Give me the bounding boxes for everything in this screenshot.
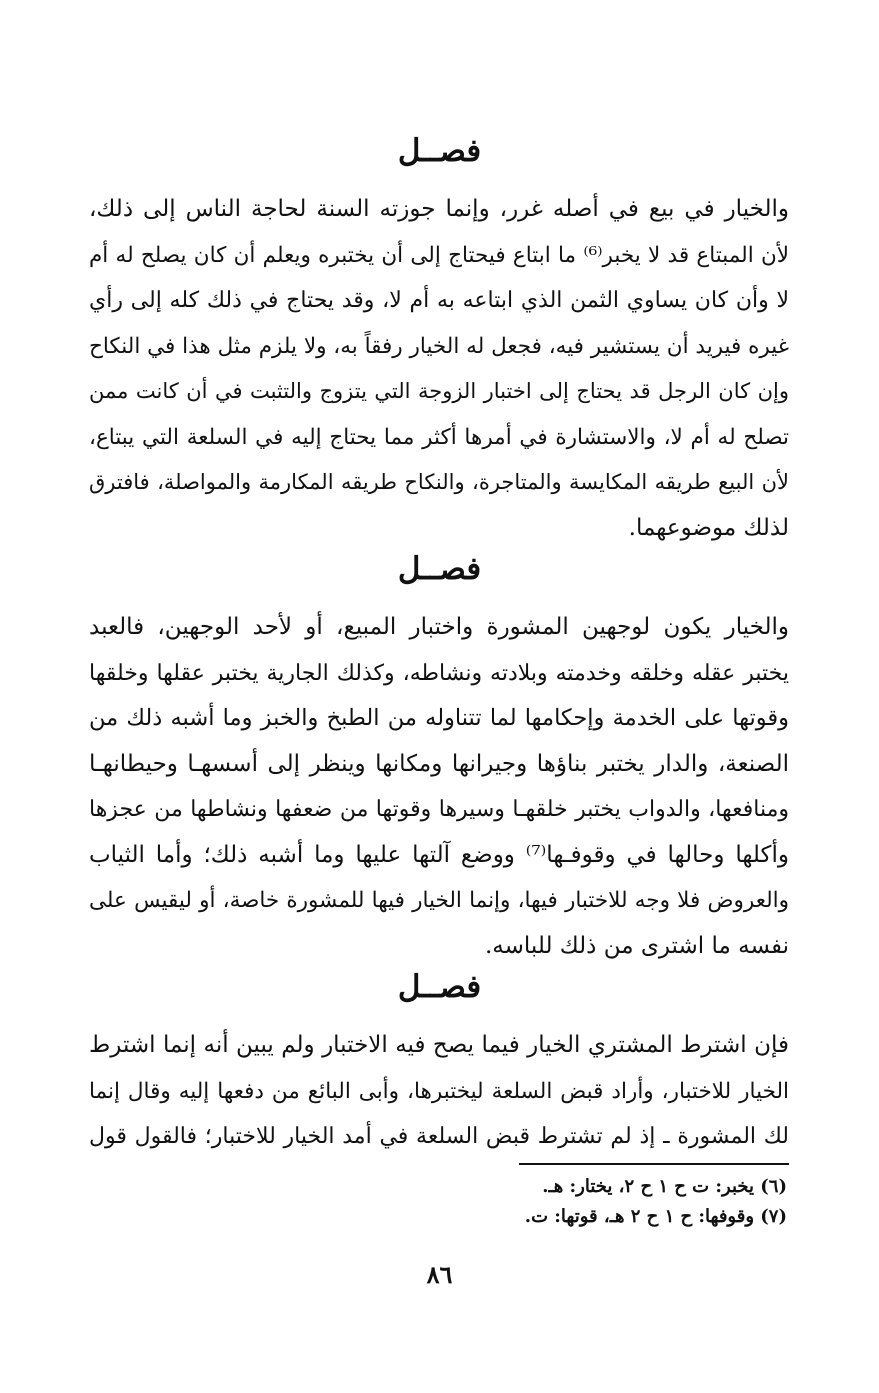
page-number: ٨٦ — [426, 1260, 453, 1289]
text-line: وقوتها على الخدمة وإحكامها لما تتناوله من الطبخ والخبز وما أشبه ذلك من — [89, 705, 789, 731]
text-line: لأن البيع طريقه المكايسة والمتاجرة، والنكاح طريقه المكارمة والمواصلة، فافترق — [89, 470, 789, 494]
text-line: ومنافعها، والدواب يختبر خلقهـا وسيرها وقوتها من ضعفها ونشاطها من عجزها — [89, 797, 789, 822]
section-3-paragraph — [89, 1023, 789, 1160]
section-heading-1: فصــل — [397, 133, 482, 169]
text-line: تصلح له أم لا، والاستشارة في أمرها أكثر مما يحتاج إليه في السلعة التي يبتاع، — [89, 424, 789, 450]
text-line: لك المشورة ـ إذ لم تشترط قبض السلعة في أمد الخيار للاختبار؛ فالقول قول — [89, 1124, 789, 1149]
text-line: لا وأن كان يساوي الثمن الذي ابتاعه به أم لا، وقد يحتاج في ذلك كله إلى رأي — [89, 288, 789, 313]
text-line: لذلك موضوعهما. — [628, 514, 789, 541]
footnote: (٧) وقوفها: ح ١ ح ٢ هـ، قوتها: ت. — [524, 1206, 787, 1227]
text-line: وأكلها وحالها في وقوفـها⁽⁷⁾ ووضع آلتها عليها وما أشبه ذلك؛ وأما الثياب — [89, 841, 789, 868]
text-line: والخيار يكون لوجهين المشورة واختبار المبيع، أو لأحد الوجهين، فالعبد — [89, 614, 789, 640]
text-line: والخيار في بيع في أصله غرر، وإنما جوزته السنة لحاجة الناس إلى ذلك، — [89, 196, 789, 222]
section-2-paragraph — [89, 605, 789, 969]
text-line: الخيار للاختبار، وأراد قبض السلعة ليختبرها، وأبى البائع من دفعها إليه وقال إنما — [89, 1078, 789, 1104]
footnote-divider — [519, 1163, 789, 1165]
footnote: (٦) يخبر: ت ح ١ ح ٢، يختار: هـ. — [542, 1176, 787, 1197]
text-line: الصنعة، والدار يختبر بناؤها وجيرانها ومكانها وينظر إلى أسسهـا وحيطانهـا — [89, 750, 789, 777]
footnotes — [87, 1172, 787, 1232]
text-line: يختبر عقله وخلقه وخدمته وبلادته ونشاطه، وكذلك الجارية يختبر عقلها وخلقها — [89, 660, 789, 686]
text-line: والعروض فلا وجه للاختبار فيها، وإنما الخيار فيها للمشورة خاصة، أو ليقيس على — [89, 888, 789, 913]
text-line: فإن اشترط المشتري الخيار فيما يصح فيه الاختبار ولم يبين أنه إنما اشترط — [89, 1032, 789, 1058]
text-line: غيره فيريد أن يستشير فيه، فجعل له الخيار رفقاً به، ولا يلزم مثل هذا في النكاح — [89, 333, 789, 359]
text-line: لأن المبتاع قد لا يخبر⁽⁶⁾ ما ابتاع فيحتاج إلى أن يختبره ويعلم أن كان يصلح له أم — [89, 242, 789, 268]
section-1-paragraph — [89, 187, 789, 551]
section-heading-3: فصــل — [397, 969, 482, 1005]
text-line: نفسه ما اشترى من ذلك للباسه. — [484, 932, 789, 959]
section-heading-2: فصــل — [397, 551, 482, 587]
text-line: وإن كان الرجل قد يحتاج إلى اختبار الزوجة التي يتزوج والتثبت في أن كانت ممن — [89, 379, 789, 403]
